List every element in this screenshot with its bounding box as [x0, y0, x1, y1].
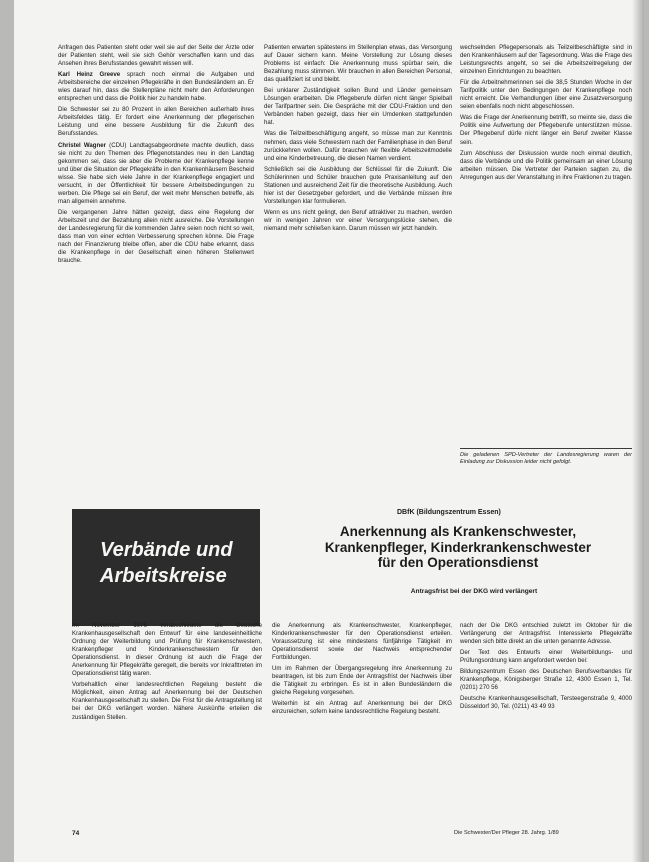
paragraph: Patienten erwarten spätestens im Stellenplan etwas, das Versorgung auf Dauer sichern kann. Meine Vorstellung zur Lösung dieses Problems ist einfach: Die Anerkennung muss spürbar sein, die Bezahlung muss stimmen. Wir brauchen in allen Bereichen Personal, das qualifiziert ist und bleibt. [264, 44, 452, 84]
paragraph: Christel Wagner (CDU) Landtagsabgeordnete machte deutlich, dass sie nicht zu den Themen des Pflegenotstandes neu in den Landtag gekommen sei, dass sie aber die Probleme der Krankenpflege kenne und über die Situation der Pflegekräfte in den Krankenhäusern Bescheid wisse. Sie habe sich viele Jahre in der Krankenpflege engagiert und versucht, in der Öffentlichkeit für bessere Arbeitsbedingungen zu werben. Die Pflege sei ein Beruf, der weit mehr Menschen betreffe, als man allgemein annehme. [58, 141, 254, 205]
paragraph: Deutsche Krankenhausgesellschaft, Tersteegenstraße 9, 4000 Düsseldorf 30, Tel. (0211) 43 49 93 [460, 695, 632, 711]
article-column-1 [72, 622, 262, 826]
caption-rule [460, 448, 632, 449]
paragraph: Der Text des Entwurfs einer Weiterbildungs- und Prüfungsordnung kann angefordert werden bei: [460, 649, 632, 665]
paragraph: Was die Teilzeitbeschäftigung angeht, so müsse man zur Kenntnis nehmen, dass viele Schwestern nach der Familienphase in den Beruf zurückkehren wollen. Dafür brauchen wir flexible Arbeitszeitmodelle und eine Kinderbetreuung, die diesen Namen verdient. [264, 130, 452, 162]
paragraph: Zum Abschluss der Diskussion wurde noch einmal deutlich, dass die Verbände und die Politik gemeinsam an einer Lösung arbeiten müssen. Die Vertreter der Parteien sagten zu, die Anregungen aus der Veranstaltung in ihre Fraktionen zu tragen. [460, 149, 632, 181]
article-organization: DBfK (Bildungszentrum Essen) [397, 509, 501, 516]
paragraph: Anfragen des Patienten steht oder weil sie auf der Seite der Ärzte oder der Patienten steht, weil sie sich Gehör verschaffen kann und das Ansehen ihres Berufsstandes gewahrt wissen will. [58, 44, 254, 68]
article-column-2 [272, 622, 452, 826]
paragraph: Weiterhin ist ein Antrag auf Anerkennung bei der DKG einzureichen, sofern keine landesrechtliche Regelung besteht. [272, 700, 452, 716]
upper-column-2 [264, 44, 452, 484]
paragraph: Um im Rahmen der Übergangsregelung ihre Anerkennung zu beantragen, ist bis zum Ende der Antragsfrist der Nachweis über die Tätigkeit zu erbringen. Es ist in allen Bundesländern die gleiche Regelung vorgesehen. [272, 665, 452, 697]
photo-caption: Die geladenen SPD-Vertreter der Landesregierung waren der Einladung zur Diskussion leider nicht gefolgt. [460, 452, 632, 465]
section-banner [72, 509, 260, 626]
paragraph: Im November 1976 verabschiedete die Deutsche Krankenhausgesellschaft den Entwurf für eine landeseinheitliche Ordnung der Weiterbildung und Prüfung für Krankenschwestern, Krankenpfleger und Kinderkrankenschwestern für den Operationsdienst. In dieser Ordnung ist auch die Frage der Anerkennung für Pflegekräfte geregelt, die bereits vor Inkrafttreten im Operationsdienst tätig waren. [72, 622, 262, 678]
upper-column-3 [460, 44, 632, 444]
binding-shadow [632, 0, 644, 862]
paragraph: Vorbehaltlich einer landesrechtlichen Regelung besteht die Möglichkeit, einen Antrag auf Anerkennung bei der Deutschen Krankenhausgesellschaft zu stellen. Die Frist für die Antragstellung ist bei der DKG verlängert worden. Nähere Auskünfte erteilen die zuständigen Stellen. [72, 681, 262, 721]
paragraph: Wenn es uns nicht gelingt, den Beruf attraktiver zu machen, werden wir in wenigen Jahren vor einer Versorgungslücke stehen, die niemand mehr schließen kann. Darum müssen wir jetzt handeln. [264, 208, 452, 232]
paragraph: Bei unklarer Zuständigkeit sollen Bund und Länder gemeinsam Lösungen erarbeiten. Die Pflegeberufe dürfen nicht länger Spielball der Tarifpartner sein. Die Gespräche mit der CDU-Fraktion und den Verbänden haben gezeigt, dass hier ein Umdenken stattgefunden hat. [264, 87, 452, 127]
paragraph: Bildungszentrum Essen des Deutschen Berufsverbandes für Krankenpflege, Königsberger Straße 12, 4300 Essen 1, Tel. (0201) 270 56 [460, 668, 632, 692]
paragraph: Karl Heinz Greeve sprach noch einmal die Aufgaben und Arbeitsbereiche der einzelnen Pflegekräfte in den Bundesländern an. Er wies darauf hin, dass die Stellenpläne nicht mehr den Anforderungen entsprechen und dass die Politik hier zu handeln habe. [58, 71, 254, 103]
paragraph: Die Schwester sei zu 80 Prozent in allen Bereichen außerhalb ihres Arbeitsfeldes tätig. Er fordert eine Anerkennung der pflegerischen Leistung und eine bessere Ausbildung für die Zukunft des Berufsstandes. [58, 106, 254, 138]
article-subhead: Antragsfrist bei der DKG wird verlängert [410, 588, 538, 595]
paragraph: wechselnden Pflegepersonals als Teilzeitbeschäftigte sind in den Krankenhäusern auf der Tagesordnung. Was die Frage des Leistungsrechts angeht, so sei die Arbeitszeitregelung der einzelnen Einrichtungen zu beachten. [460, 44, 632, 76]
article-headline: Anerkennung als Krankenschwester, Krankenpfleger, Kinderkrankenschwester für den Operationsdienst [324, 524, 592, 570]
paragraph: Die vergangenen Jahre hätten gezeigt, dass eine Regelung der Arbeitszeit und der Bezahlung allein nicht ausreiche. Die Vorstellungen der Landesregierung für die kommenden Jahre seien noch nicht so weit, dass man von einer echten Verbesserung sprechen könne. Die Frage nach der Finanzierung bleibe offen, aber die CDU habe erkannt, dass die Krankenpflege in der Gesellschaft einen höheren Stellenwert brauche. [58, 208, 254, 265]
page-number: 74 [72, 830, 80, 837]
paragraph: die Anerkennung als Krankenschwester, Krankenpfleger, Kinderkrankenschwester für den Operationsdienst erteilen. Voraussetzung ist eine mindestens fünfjährige Tätigkeit im Operationsdienst sowie der Nachweis entsprechender Fortbildungen. [272, 622, 452, 662]
paragraph: Für die Arbeitnehmerinnen sei die 38,5 Stunden Woche in der Tarifpolitik unter den Bedingungen der Krankenpflege noch nicht erreicht. Die Verhandlungen über eine Zusatzversorgung seien ebenfalls noch nicht abgeschlossen. [460, 79, 632, 111]
paragraph: nach der Die DKG entschied zuletzt im Oktober für die Verlängerung der Antragsfrist. Interessierte Pflegekräfte wenden sich bitte direkt an die unten genannte Adresse. [460, 622, 632, 646]
article-column-3 [460, 622, 632, 826]
document-page [14, 0, 644, 862]
upper-column-1 [58, 44, 254, 484]
section-banner-title: Verbände und Arbeitskreise [100, 539, 233, 587]
page-footer: Die Schwester/Der Pfleger 28. Jahrg. 1/89 [454, 830, 559, 836]
paragraph: Schließlich sei die Ausbildung der Schlüssel für die Zukunft. Die Schülerinnen und Schüler brauchen gute Praxisanleitung auf den Stationen und ausreichend Zeit für die theoretische Ausbildung. Auch hier ist der Gesetzgeber gefordert, und die Verbände müssen ihre Vorstellungen klar formulieren. [264, 165, 452, 205]
paragraph: Was die Frage der Anerkennung betrifft, so meinte sie, dass die Politik eine Aufwertung der Pflegeberufe unterstützen müsse. Der Pflegeberuf dürfe nicht länger ein Beruf zweiter Klasse sein. [460, 114, 632, 146]
